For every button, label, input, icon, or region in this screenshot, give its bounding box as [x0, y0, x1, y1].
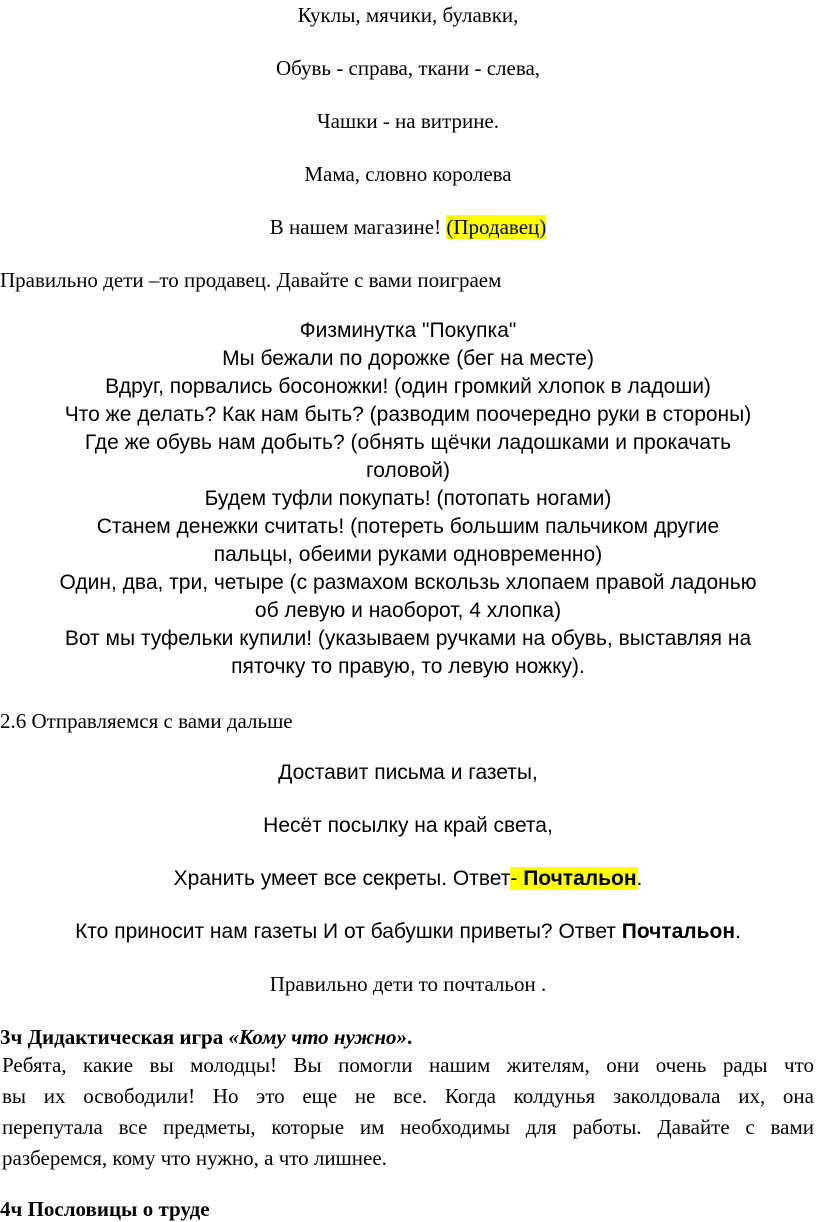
exercise-line: Что же делать? Как нам быть? (разводим поочередно руки в стороны) — [64, 403, 752, 426]
riddle-line-3 — [0, 866, 816, 892]
game-heading-end: . — [407, 1025, 413, 1049]
exercise-line: Будем туфли покупать! (потопать ногами) — [204, 487, 612, 510]
game-paragraph-line: Ребята, какие вы молодцы! Вы помогли нашим жителям, они очень рады что — [2, 1053, 814, 1077]
poem-line-5 — [0, 214, 816, 240]
exercise-line: об левую и наоборот, 4 хлопка) — [254, 599, 562, 622]
poem-line-3: Чашки - на витрине. — [316, 109, 500, 133]
riddle-answer-prefix: - — [510, 867, 524, 890]
poem-line-1: Куклы, мячики, булавки, — [297, 3, 519, 27]
poem-line-4: Мама, словно королева — [304, 162, 512, 186]
game-paragraph-line: разберемся, кому что нужно, а что лишнее. — [2, 1146, 387, 1170]
postman-line: Правильно дети то почтальон . — [269, 972, 547, 996]
game-heading-italic: «Кому что нужно» — [228, 1025, 408, 1049]
game-paragraph-line: перепутала все предметы, которые им необходимы для работы. Давайте с вами — [2, 1115, 814, 1139]
game-heading-bold: 3ч Дидактическая игра — [0, 1025, 229, 1049]
exercise-line: Вот мы туфельки купили! (указываем ручками на обувь, выставляя на — [64, 627, 752, 650]
exercise-title: Физминутка "Покупка" — [299, 319, 517, 342]
exercise-line: Один, два, три, четыре (с размахом вскользь хлопаем правой ладонью — [59, 571, 757, 594]
riddle-line-4-answer: Почтальон — [621, 920, 736, 943]
riddle-line-3-end: . — [636, 867, 643, 890]
proverbs-heading: 4ч Пословицы о труде — [0, 1197, 210, 1221]
riddle-line-4 — [0, 919, 816, 945]
riddle-answer: Почтальон — [523, 867, 637, 890]
game-heading — [0, 1024, 816, 1050]
riddle-line-4-end: . — [735, 920, 741, 943]
poem-line-2: Обувь - справа, ткани - слева, — [275, 56, 541, 80]
exercise-line: Станем денежки считать! (потереть большим пальчиком другие — [96, 515, 720, 538]
riddle-answer-highlight — [510, 867, 636, 890]
exercise-line: пяточку то правую, то левую ножку). — [231, 655, 585, 678]
exercise-line: пальцы, обеими руками одновременно) — [213, 543, 603, 566]
exercise-line: Где же обувь нам добыть? (обнять щёчки ладошками и прокачать — [84, 431, 732, 454]
riddle-line-2: Несёт посылку на край света, — [263, 814, 553, 837]
exercise-line: Мы бежали по дорожке (бег на месте) — [222, 347, 594, 370]
intro-line: Правильно дети –то продавец. Давайте с вами поиграем — [0, 268, 502, 292]
poem-line-5-text: В нашем магазине! — [269, 215, 447, 239]
poem-answer-highlight: (Продавец) — [446, 215, 547, 239]
riddle-line-4-text: Кто приносит нам газеты И от бабушки приветы? Ответ — [75, 920, 622, 943]
exercise-line: Вдруг, порвались босоножки! (один громкий хлопок в ладоши) — [105, 375, 711, 398]
section-2-6-heading: 2.6 Отправляемся с вами дальше — [0, 709, 293, 733]
riddle-line-3-text: Хранить умеет все секреты. Ответ — [173, 867, 511, 890]
game-paragraph-line: вы их освободили! Но это еще не все. Когда колдунья заколдовала их, она — [2, 1084, 814, 1108]
riddle-line-1: Доставит письма и газеты, — [278, 761, 538, 784]
exercise-line: головой) — [366, 459, 450, 482]
